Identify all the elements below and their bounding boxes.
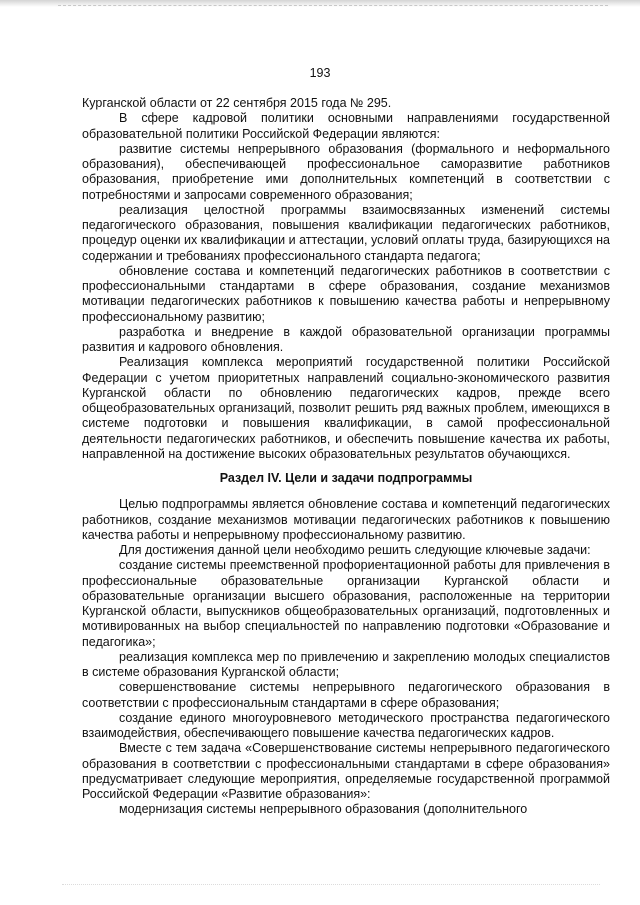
paragraph: реализация целостной программы взаимосвязанных изменений системы педагогического образования, повышения квалификации педагогических работников, процедур оценки их квалификации и аттестации, условий оплаты труда, базирующихся на содержании и требованиях профессионального стандарта педагога; [82,202,610,263]
paragraph: Курганской области от 22 сентября 2015 года № 295. [82,96,392,110]
scan-bottom-specks [62,884,600,885]
scan-top-line [58,5,608,6]
paragraph: реализация комплекса мер по привлечению и закреплению молодых специалистов в системе образования Курганской области; [82,649,610,679]
paragraph: создание системы преемственной профориентационной работы для привлечения в профессиональные образовательные организации Курганской области и образовательные организации высшего образования, расположенные на территории Курганской области, выпускников общеобразовательных организаций, подготовленных и мотивированных на выбор специальностей по направлению подготовки «Образование и педагогика»; [82,558,610,649]
paragraph: обновление состава и компетенций педагогических работников в соответствии с профессиональными стандартами в сфере образования, создание механизмов мотивации педагогических работников к повышению качества работы и непрерывному профессиональному развитию; [82,263,610,324]
intro-section [82,96,610,462]
paragraph: Для достижения данной цели необходимо решить следующие ключевые задачи: [119,543,591,557]
paragraph: создание единого многоуровневого методического пространства педагогического взаимодействия, обеспечивающего повышение качества педагогических кадров. [82,710,610,740]
paragraph: В сфере кадровой политики основными направлениями государственной образовательной политики Российской Федерации являются: [82,111,610,141]
paragraph: Реализация комплекса мероприятий государственной политики Российской Федерации с учетом приоритетных направлений социально-экономического развития Курганской области по обновлению педагогических кадров, прежде всего общеобразовательных организаций, позволит решить ряд важных проблем, имеющихся в системе подготовки и повышения квалификации, в самой профессиональной деятельности педагогических работников, и обеспечить повышение качества их работы, направленной на достижение высоких образовательных результатов обучающихся. [82,355,610,461]
paragraph: развитие системы непрерывного образования (формального и неформального образования), обеспечивающей профессиональное саморазвитие работников образования, приобретение ими дополнительных компетенций в соответствии с потребностями и запросами современного образования; [82,141,610,202]
paragraph: Вместе с тем задача «Совершенствование системы непрерывного педагогического образования в соответствии с профессиональными стандартами в сфере образования» предусматривает следующие мероприятия, определяемые государственной программой Российской Федерации «Развитие образования»: [82,741,610,801]
goals-section [82,497,610,817]
paragraph: разработка и внедрение в каждой образовательной организации программы развития и кадрового обновления. [82,324,610,354]
paragraph: модернизация системы непрерывного образования (дополнительного [119,802,528,817]
paragraph: совершенствование системы непрерывного педагогического образования в соответствии с профессиональным стандартами в сфере образования; [82,680,610,710]
paragraph: Целью подпрограммы является обновление состава и компетенций педагогических работников, создание механизмов мотивации педагогических работников к повышению качества работы и непрерывному профессиональному развитию. [82,497,610,542]
page-number: 193 [309,66,331,80]
document-body [82,96,610,818]
section-heading: Раздел IV. Цели и задачи подпрограммы [219,471,473,485]
